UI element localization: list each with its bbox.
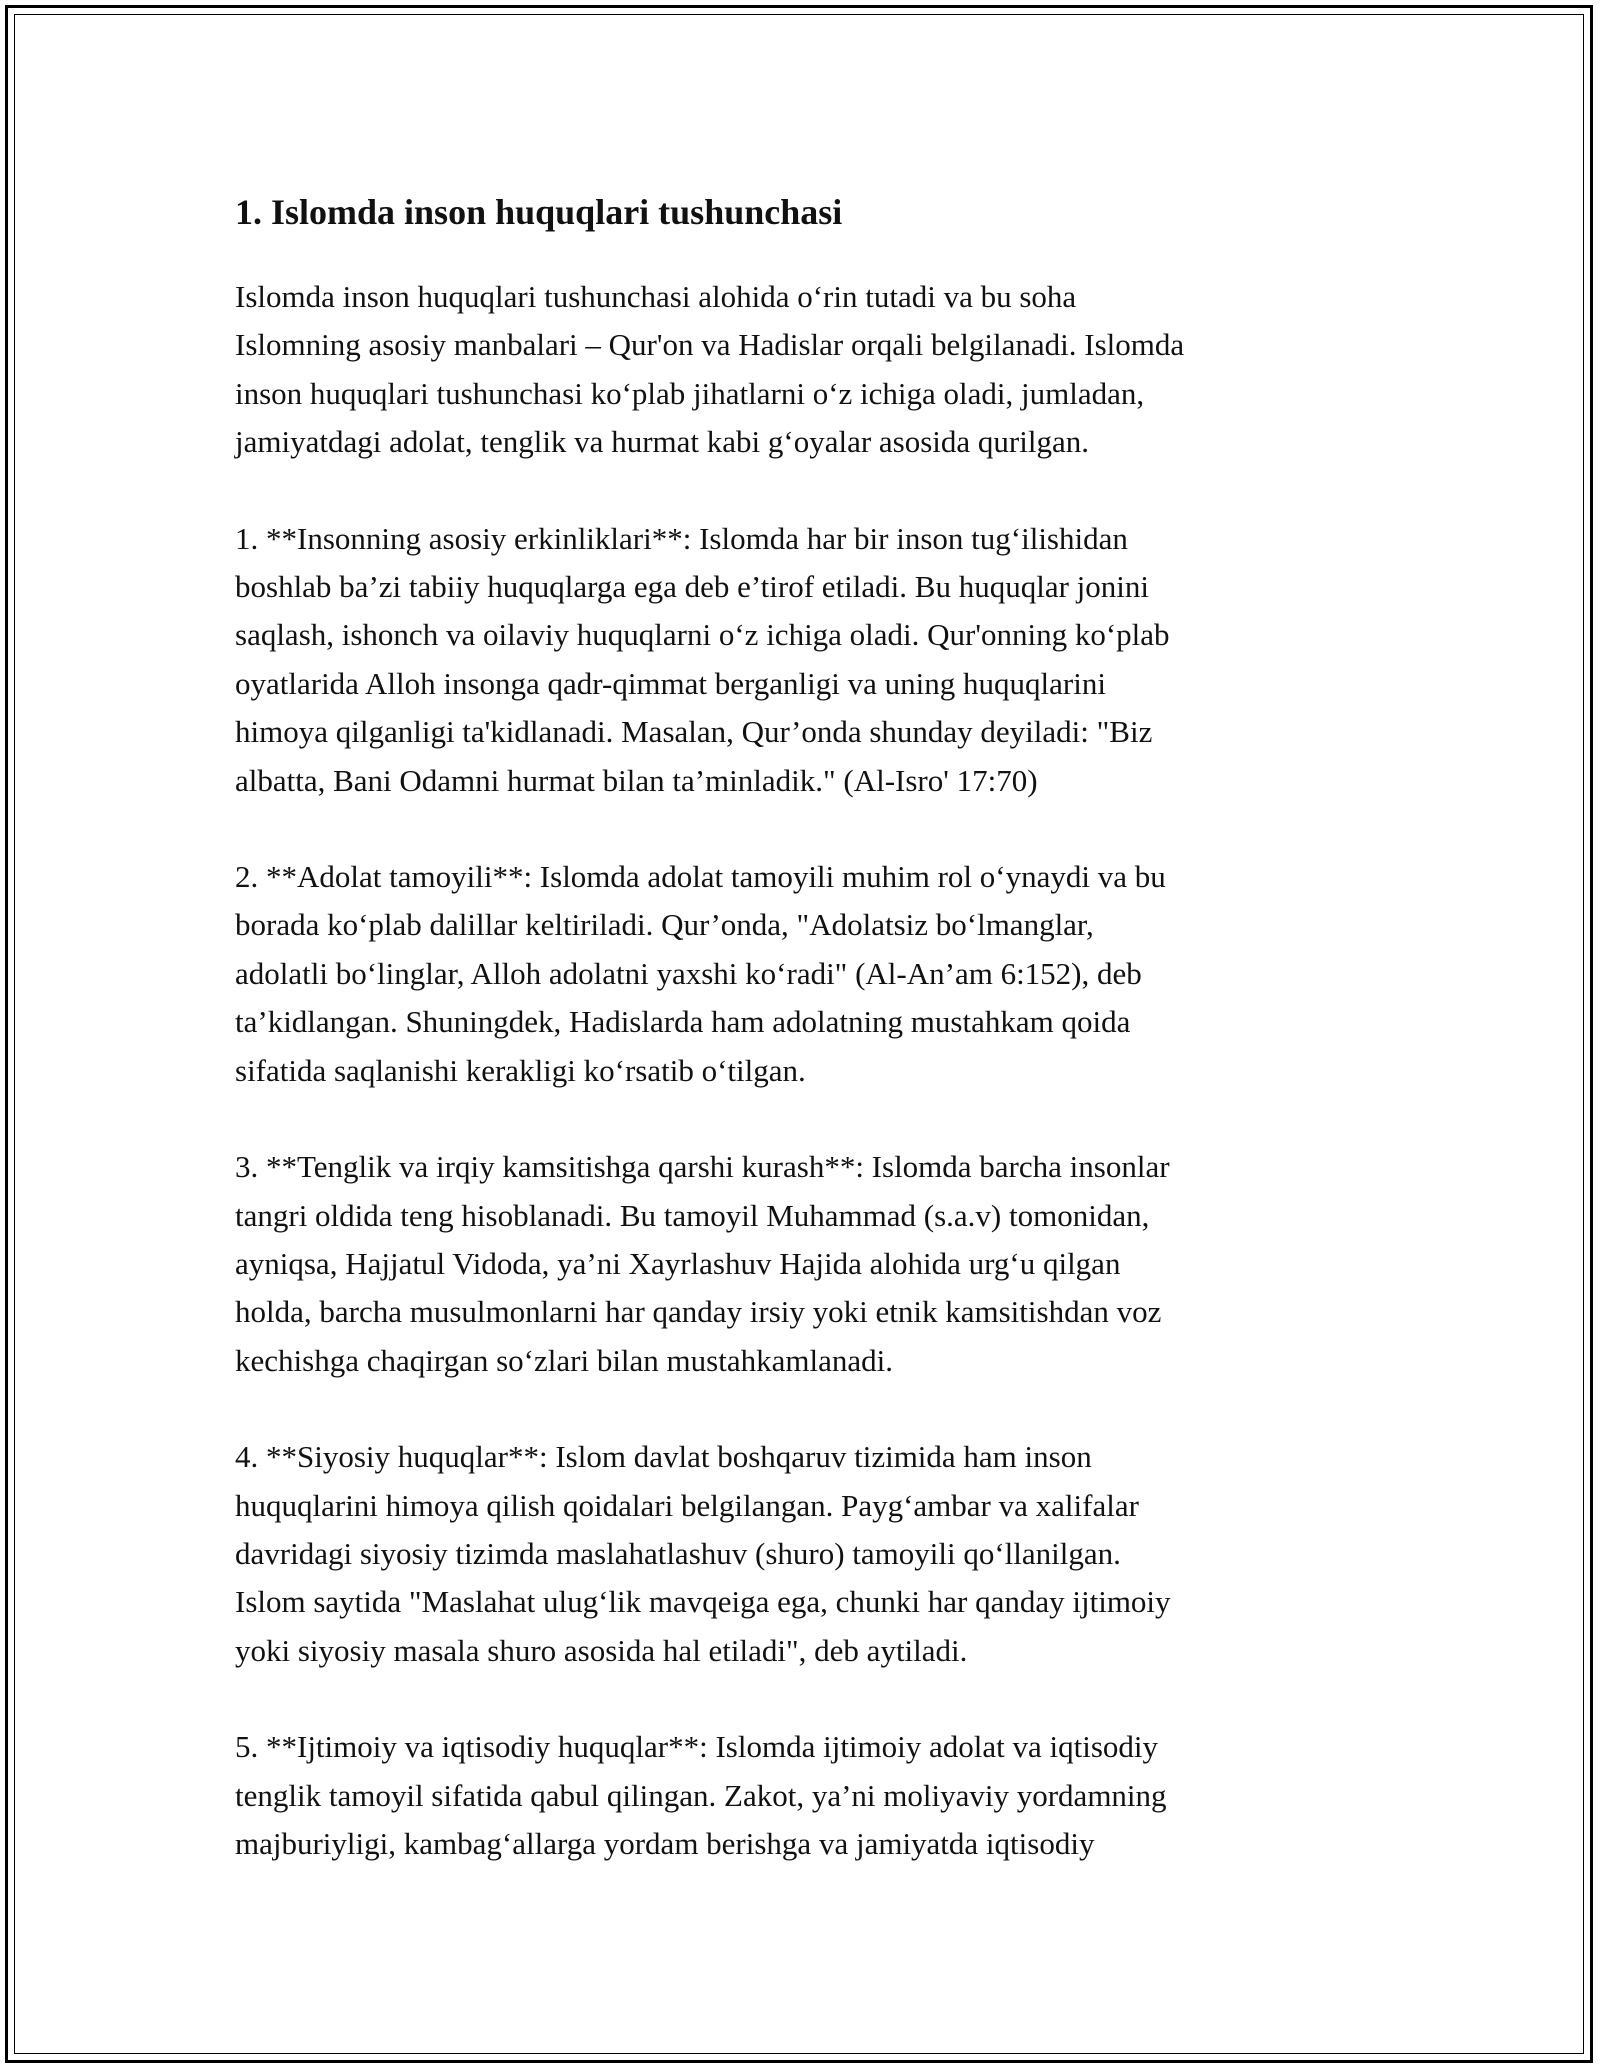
text-line: oyatlarida Alloh insonga qadr-qimmat berganligi va uning huquqlarini <box>235 665 1106 701</box>
text-line: sifatida saqlanishi kerakligi ko‘rsatib o‘tilgan. <box>235 1052 806 1088</box>
paragraph-item-5 <box>235 1723 1365 1868</box>
text-line: saqlash, ishonch va oilaviy huquqlarni o‘z ichiga oladi. Qur'onning ko‘plab <box>235 617 1170 653</box>
text-line: 3. **Tenglik va irqiy kamsitishga qarshi kurash**: Islomda barcha insonlar <box>235 1149 1170 1185</box>
text-line: Islom saytida "Maslahat ulug‘lik mavqeiga ega, chunki har qanday ijtimoiy <box>235 1584 1171 1620</box>
text-line: holda, barcha musulmonlarni har qanday irsiy yoki etnik kamsitishdan voz <box>235 1294 1162 1330</box>
text-line: tangri oldida teng hisoblanadi. Bu tamoyil Muhammad (s.a.v) tomonidan, <box>235 1197 1150 1233</box>
text-line: Islomning asosiy manbalari – Qur'on va Hadislar orqali belgilanadi. Islomda <box>235 327 1185 363</box>
text-line: 5. **Ijtimoiy va iqtisodiy huquqlar**: Islomda ijtimoiy adolat va iqtisodiy <box>235 1729 1159 1765</box>
section-heading: 1. Islomda inson huquqlari tushunchasi <box>235 192 843 232</box>
text-line: 4. **Siyosiy huquqlar**: Islom davlat boshqaruv tizimida ham inson <box>235 1439 1092 1475</box>
text-line: borada ko‘plab dalillar keltiriladi. Qur’onda, "Adolatsiz bo‘lmanglar, <box>235 907 1094 943</box>
text-line: huquqlarini himoya qilish qoidalari belgilangan. Payg‘ambar va xalifalar <box>235 1487 1139 1523</box>
text-line: adolatli bo‘linglar, Alloh adolatni yaxshi ko‘radi" (Al-An’am 6:152), deb <box>235 955 1142 991</box>
paragraph-item-4 <box>235 1433 1365 1675</box>
text-line: yoki siyosiy masala shuro asosida hal etiladi", deb aytiladi. <box>235 1632 968 1668</box>
text-line: Islomda inson huquqlari tushunchasi alohida o‘rin tutadi va bu soha <box>235 279 1077 314</box>
paragraph-item-3 <box>235 1143 1365 1385</box>
paragraph-item-2 <box>235 853 1365 1095</box>
text-line: tenglik tamoyil sifatida qabul qilingan. Zakot, ya’ni moliyaviy yordamning <box>235 1777 1167 1813</box>
paragraph-intro <box>235 273 1365 467</box>
document-body <box>235 183 1365 1916</box>
text-line: jamiyatdagi adolat, tenglik va hurmat kabi g‘oyalar asosida qurilgan. <box>235 424 1089 460</box>
text-line: ta’kidlangan. Shuningdek, Hadislarda ham adolatning mustahkam qoida <box>235 1004 1131 1040</box>
text-line: boshlab ba’zi tabiiy huquqlarga ega deb e’tirof etiladi. Bu huquqlar jonini <box>235 569 1149 605</box>
text-line: 1. **Insonning asosiy erkinliklari**: Islomda har bir inson tug‘ilishidan <box>235 520 1128 556</box>
text-line: 2. **Adolat tamoyili**: Islomda adolat tamoyili muhim rol o‘ynaydi va bu <box>235 859 1166 895</box>
text-line: albatta, Bani Odamni hurmat bilan ta’minladik." (Al-Isro' 17:70) <box>235 762 1038 798</box>
text-line: himoya qilganligi ta'kidlanadi. Masalan, Qur’onda shunday deyiladi: "Biz <box>235 714 1153 750</box>
text-line: inson huquqlari tushunchasi ko‘plab jihatlarni o‘z ichiga oladi, jumladan, <box>235 375 1145 411</box>
text-line: ayniqsa, Hajjatul Vidoda, ya’ni Xayrlashuv Hajida alohida urg‘u qilgan <box>235 1245 1121 1281</box>
text-line: majburiyligi, kambag‘allarga yordam berishga va jamiyatda iqtisodiy <box>235 1825 1095 1861</box>
text-line: davridagi siyosiy tizimda maslahatlashuv (shuro) tamoyili qo‘llanilgan. <box>235 1535 1121 1571</box>
paragraph-item-1 <box>235 515 1365 805</box>
text-line: kechishga chaqirgan so‘zlari bilan mustahkamlanadi. <box>235 1342 893 1378</box>
